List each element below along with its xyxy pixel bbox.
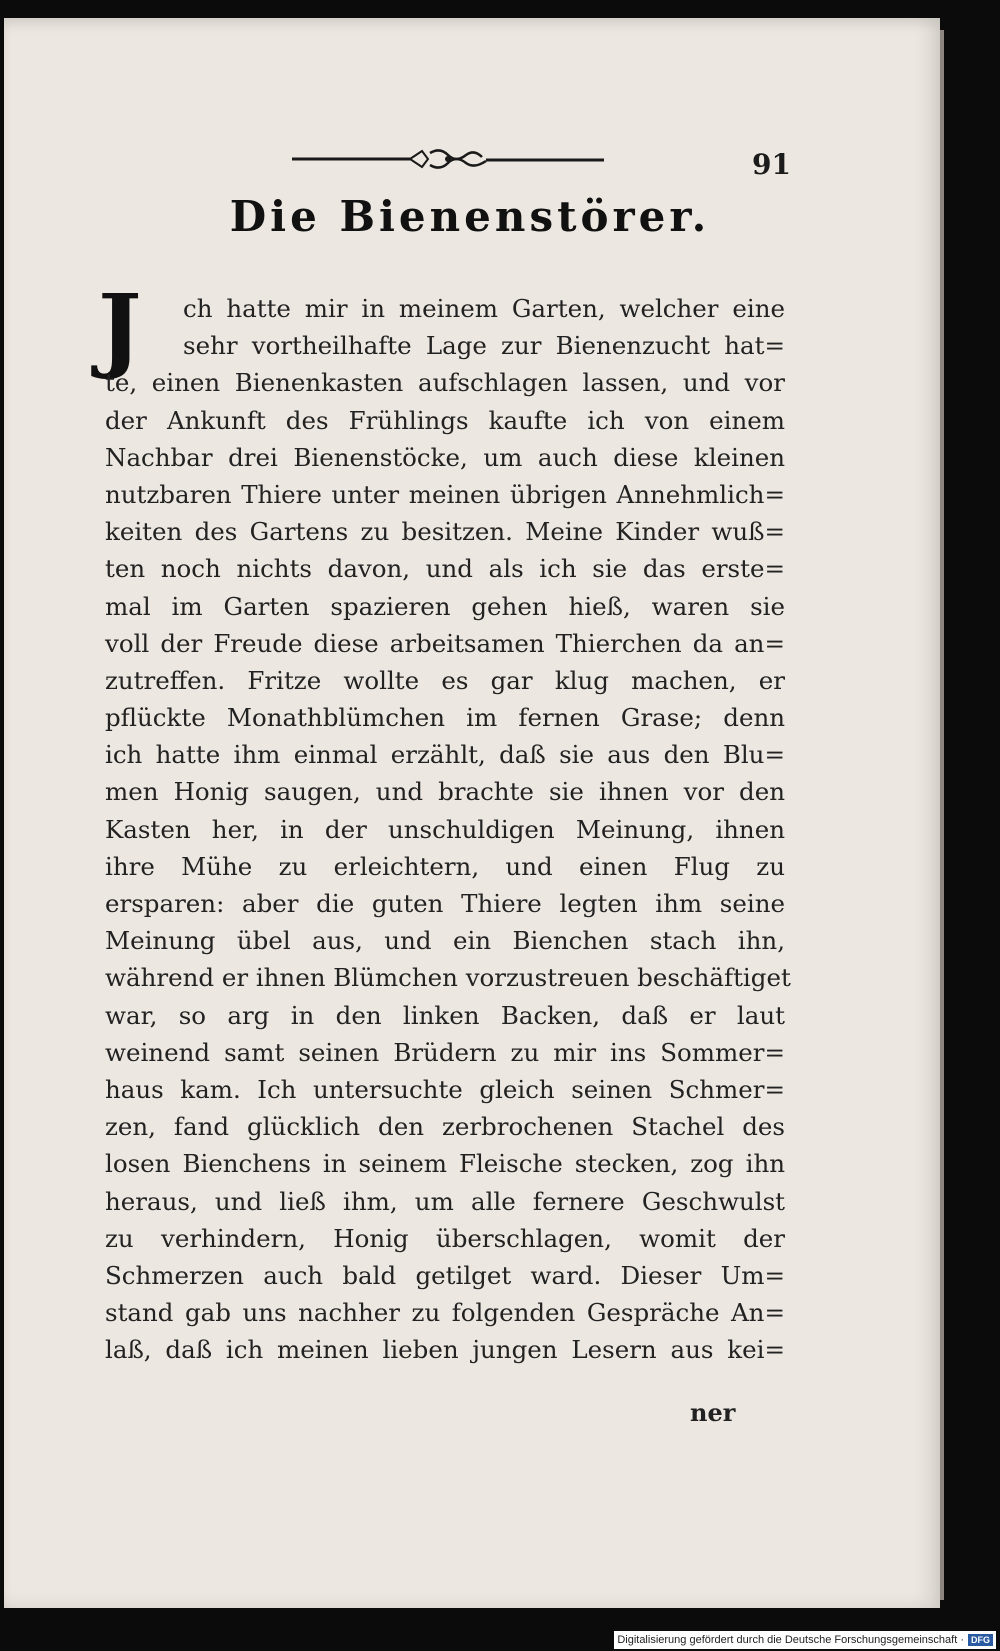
- text-line: nutzbaren Thiere unter meinen übrigen Annehmlich=: [105, 479, 785, 509]
- text-line: Schmerzen auch bald getilget ward. Dieser Um=: [105, 1260, 785, 1290]
- text-line: voll der Freude diese arbeitsamen Thierchen da an=: [105, 628, 785, 658]
- footer-text: Digitalisierung gefördert durch die Deutsche Forschungsgemeinschaft ·: [617, 1634, 964, 1646]
- text-line: sehr vortheilhafte Lage zur Bienenzucht hat=: [183, 331, 785, 361]
- text-line: pflückte Monathblümchen im fernen Grase; denn: [105, 703, 785, 733]
- text-line: ihre Mühe zu erleichtern, und einen Flug zu: [105, 851, 785, 881]
- text-line: Meinung übel aus, und ein Bienchen stach ihn,: [105, 926, 785, 956]
- text-line: ten noch nichts davon, und als ich sie das erste=: [105, 554, 785, 584]
- page-number: 91: [752, 148, 791, 181]
- chapter-title: Die Bienenstörer.: [229, 192, 711, 241]
- text-line: te, einen Bienenkasten aufschlagen lassen, und vor: [105, 368, 785, 398]
- dfg-logo: DFG: [968, 1634, 993, 1646]
- text-line: keiten des Gartens zu besitzen. Meine Kinder wuß=: [105, 517, 785, 547]
- text-line: mal im Garten spazieren gehen hieß, waren sie: [105, 591, 785, 621]
- text-line: ch hatte mir in meinem Garten, welcher eine: [183, 294, 785, 323]
- text-line: laß, daß ich meinen lieben jungen Lesern aus kei=: [105, 1335, 785, 1365]
- text-line: ich hatte ihm einmal erzählt, daß sie aus den Blu=: [105, 740, 785, 770]
- digitization-footer: [614, 1631, 996, 1649]
- body-text: [105, 290, 791, 1368]
- text-line: ersparen: aber die guten Thiere legten ihm seine: [105, 889, 785, 918]
- drop-cap: J: [98, 274, 142, 382]
- text-line: haus kam. Ich untersuchte gleich seinen Schmer=: [105, 1074, 785, 1104]
- text-line: weinend samt seinen Brüdern zu mir ins Sommer=: [105, 1037, 785, 1067]
- text-line: Nachbar drei Bienenstöcke, um auch diese kleinen: [105, 442, 785, 472]
- text-line: der Ankunft des Frühlings kaufte ich von einem: [105, 405, 785, 435]
- text-line: losen Bienchens in seinem Fleische stecken, zog ihn: [105, 1149, 785, 1179]
- text-line: men Honig saugen, und brachte sie ihnen vor den: [105, 777, 785, 807]
- text-line: zen, fand glücklich den zerbrochenen Stachel des: [105, 1112, 785, 1142]
- text-line: Kasten her, in der unschuldigen Meinung, ihnen: [105, 814, 785, 844]
- catchword: ner: [690, 1398, 736, 1427]
- text-line: stand gab uns nachher zu folgenden Gespräche An=: [105, 1298, 785, 1328]
- text-line: zutreffen. Fritze wollte es gar klug machen, er: [105, 665, 785, 695]
- page-edge: [940, 30, 944, 1600]
- decorative-rule: [290, 145, 606, 175]
- text-line: während er ihnen Blümchen vorzustreuen beschäftiget: [105, 963, 791, 993]
- text-line: heraus, und ließ ihm, um alle fernere Geschwulst: [105, 1186, 785, 1216]
- text-line: war, so arg in den linken Backen, daß er laut: [105, 1000, 785, 1030]
- text-line: zu verhindern, Honig überschlagen, womit der: [105, 1223, 785, 1253]
